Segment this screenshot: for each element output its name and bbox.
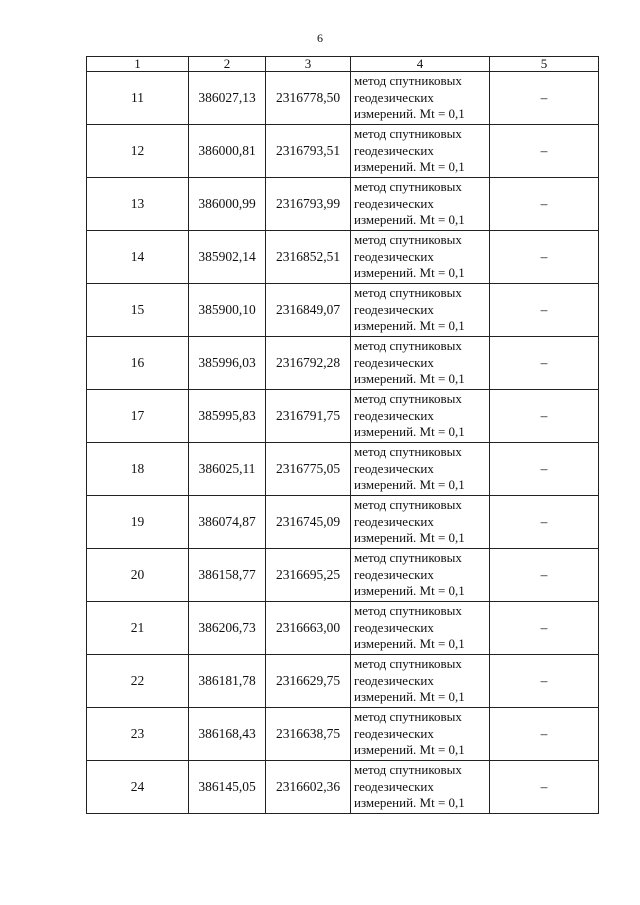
note-cell: – xyxy=(490,390,599,443)
method-line: измерений. Mt = 0,1 xyxy=(354,318,465,334)
table-row xyxy=(87,761,599,814)
note-cell: – xyxy=(490,708,599,761)
method-cell xyxy=(351,125,490,178)
point-number-cell: 12 xyxy=(87,125,189,178)
table-row xyxy=(87,72,599,125)
method-cell xyxy=(351,337,490,390)
y-coordinate-cell: 2316791,75 xyxy=(266,390,351,443)
method-line: геодезических xyxy=(354,460,434,476)
note-cell: – xyxy=(490,284,599,337)
column-header: 4 xyxy=(351,57,490,72)
method-cell xyxy=(351,496,490,549)
x-coordinate-cell: 386000,81 xyxy=(189,125,266,178)
method-line: измерений. Mt = 0,1 xyxy=(354,742,465,758)
method-line: измерений. Mt = 0,1 xyxy=(354,159,465,175)
method-line: геодезических xyxy=(354,142,434,158)
method-line: геодезических xyxy=(354,672,434,688)
point-number-cell: 21 xyxy=(87,602,189,655)
point-number-cell: 19 xyxy=(87,496,189,549)
x-coordinate-cell: 386074,87 xyxy=(189,496,266,549)
table-row xyxy=(87,125,599,178)
x-coordinate-cell: 385900,10 xyxy=(189,284,266,337)
method-line: измерений. Mt = 0,1 xyxy=(354,477,465,493)
note-cell: – xyxy=(490,496,599,549)
method-line: метод спутниковых xyxy=(354,550,462,566)
column-header: 2 xyxy=(189,57,266,72)
y-coordinate-cell: 2316602,36 xyxy=(266,761,351,814)
table-row xyxy=(87,390,599,443)
x-coordinate-cell: 386158,77 xyxy=(189,549,266,602)
point-number-cell: 15 xyxy=(87,284,189,337)
note-cell: – xyxy=(490,125,599,178)
note-cell: – xyxy=(490,337,599,390)
column-header: 5 xyxy=(490,57,599,72)
table-row xyxy=(87,284,599,337)
point-number-cell: 23 xyxy=(87,708,189,761)
table-row xyxy=(87,337,599,390)
method-line: измерений. Mt = 0,1 xyxy=(354,265,465,281)
method-line: геодезических xyxy=(354,619,434,635)
method-line: измерений. Mt = 0,1 xyxy=(354,424,465,440)
point-number-cell: 16 xyxy=(87,337,189,390)
coordinates-table xyxy=(86,56,599,814)
note-cell: – xyxy=(490,549,599,602)
method-line: геодезических xyxy=(354,301,434,317)
y-coordinate-cell: 2316852,51 xyxy=(266,231,351,284)
method-line: метод спутниковых xyxy=(354,179,462,195)
note-cell: – xyxy=(490,443,599,496)
y-coordinate-cell: 2316775,05 xyxy=(266,443,351,496)
point-number-cell: 20 xyxy=(87,549,189,602)
column-header: 3 xyxy=(266,57,351,72)
x-coordinate-cell: 386206,73 xyxy=(189,602,266,655)
y-coordinate-cell: 2316638,75 xyxy=(266,708,351,761)
y-coordinate-cell: 2316793,51 xyxy=(266,125,351,178)
method-line: измерений. Mt = 0,1 xyxy=(354,530,465,546)
method-line: измерений. Mt = 0,1 xyxy=(354,371,465,387)
method-line: метод спутниковых xyxy=(354,285,462,301)
x-coordinate-cell: 386168,43 xyxy=(189,708,266,761)
method-line: измерений. Mt = 0,1 xyxy=(354,583,465,599)
table-row xyxy=(87,655,599,708)
point-number-cell: 13 xyxy=(87,178,189,231)
method-cell xyxy=(351,443,490,496)
x-coordinate-cell: 385902,14 xyxy=(189,231,266,284)
x-coordinate-cell: 385996,03 xyxy=(189,337,266,390)
x-coordinate-cell: 386027,13 xyxy=(189,72,266,125)
y-coordinate-cell: 2316745,09 xyxy=(266,496,351,549)
y-coordinate-cell: 2316663,00 xyxy=(266,602,351,655)
table-row xyxy=(87,231,599,284)
table-row xyxy=(87,549,599,602)
note-cell: – xyxy=(490,655,599,708)
method-cell xyxy=(351,708,490,761)
method-line: метод спутниковых xyxy=(354,656,462,672)
x-coordinate-cell: 385995,83 xyxy=(189,390,266,443)
note-cell: – xyxy=(490,178,599,231)
y-coordinate-cell: 2316778,50 xyxy=(266,72,351,125)
method-line: измерений. Mt = 0,1 xyxy=(354,106,465,122)
method-cell xyxy=(351,761,490,814)
method-line: измерений. Mt = 0,1 xyxy=(354,795,465,811)
method-line: метод спутниковых xyxy=(354,603,462,619)
method-line: метод спутниковых xyxy=(354,762,462,778)
method-line: измерений. Mt = 0,1 xyxy=(354,636,465,652)
table-row xyxy=(87,178,599,231)
y-coordinate-cell: 2316792,28 xyxy=(266,337,351,390)
method-line: геодезических xyxy=(354,248,434,264)
point-number-cell: 17 xyxy=(87,390,189,443)
method-line: метод спутниковых xyxy=(354,497,462,513)
y-coordinate-cell: 2316793,99 xyxy=(266,178,351,231)
x-coordinate-cell: 386181,78 xyxy=(189,655,266,708)
method-cell xyxy=(351,231,490,284)
method-line: метод спутниковых xyxy=(354,391,462,407)
table-row xyxy=(87,496,599,549)
method-line: метод спутниковых xyxy=(354,709,462,725)
table-row xyxy=(87,708,599,761)
table-header-row xyxy=(87,57,599,72)
table-body xyxy=(87,72,599,814)
point-number-cell: 24 xyxy=(87,761,189,814)
point-number-cell: 22 xyxy=(87,655,189,708)
method-cell xyxy=(351,178,490,231)
method-line: геодезических xyxy=(354,407,434,423)
x-coordinate-cell: 386025,11 xyxy=(189,443,266,496)
method-line: измерений. Mt = 0,1 xyxy=(354,689,465,705)
method-cell xyxy=(351,655,490,708)
y-coordinate-cell: 2316849,07 xyxy=(266,284,351,337)
method-cell xyxy=(351,602,490,655)
note-cell: – xyxy=(490,231,599,284)
method-line: метод спутниковых xyxy=(354,232,462,248)
page-number: 6 xyxy=(317,31,323,45)
method-line: геодезических xyxy=(354,566,434,582)
x-coordinate-cell: 386145,05 xyxy=(189,761,266,814)
note-cell: – xyxy=(490,761,599,814)
method-line: геодезических xyxy=(354,513,434,529)
note-cell: – xyxy=(490,602,599,655)
method-line: геодезических xyxy=(354,725,434,741)
method-line: геодезических xyxy=(354,778,434,794)
table-row xyxy=(87,602,599,655)
method-line: геодезических xyxy=(354,195,434,211)
method-line: геодезических xyxy=(354,89,434,105)
point-number-cell: 11 xyxy=(87,72,189,125)
method-cell xyxy=(351,390,490,443)
method-line: метод спутниковых xyxy=(354,126,462,142)
column-header: 1 xyxy=(87,57,189,72)
point-number-cell: 18 xyxy=(87,443,189,496)
method-line: метод спутниковых xyxy=(354,338,462,354)
method-line: измерений. Mt = 0,1 xyxy=(354,212,465,228)
method-cell xyxy=(351,284,490,337)
method-cell xyxy=(351,72,490,125)
table-row xyxy=(87,443,599,496)
method-line: геодезических xyxy=(354,354,434,370)
y-coordinate-cell: 2316629,75 xyxy=(266,655,351,708)
point-number-cell: 14 xyxy=(87,231,189,284)
x-coordinate-cell: 386000,99 xyxy=(189,178,266,231)
method-cell xyxy=(351,549,490,602)
method-line: метод спутниковых xyxy=(354,444,462,460)
note-cell: – xyxy=(490,72,599,125)
method-line: метод спутниковых xyxy=(354,73,462,89)
y-coordinate-cell: 2316695,25 xyxy=(266,549,351,602)
